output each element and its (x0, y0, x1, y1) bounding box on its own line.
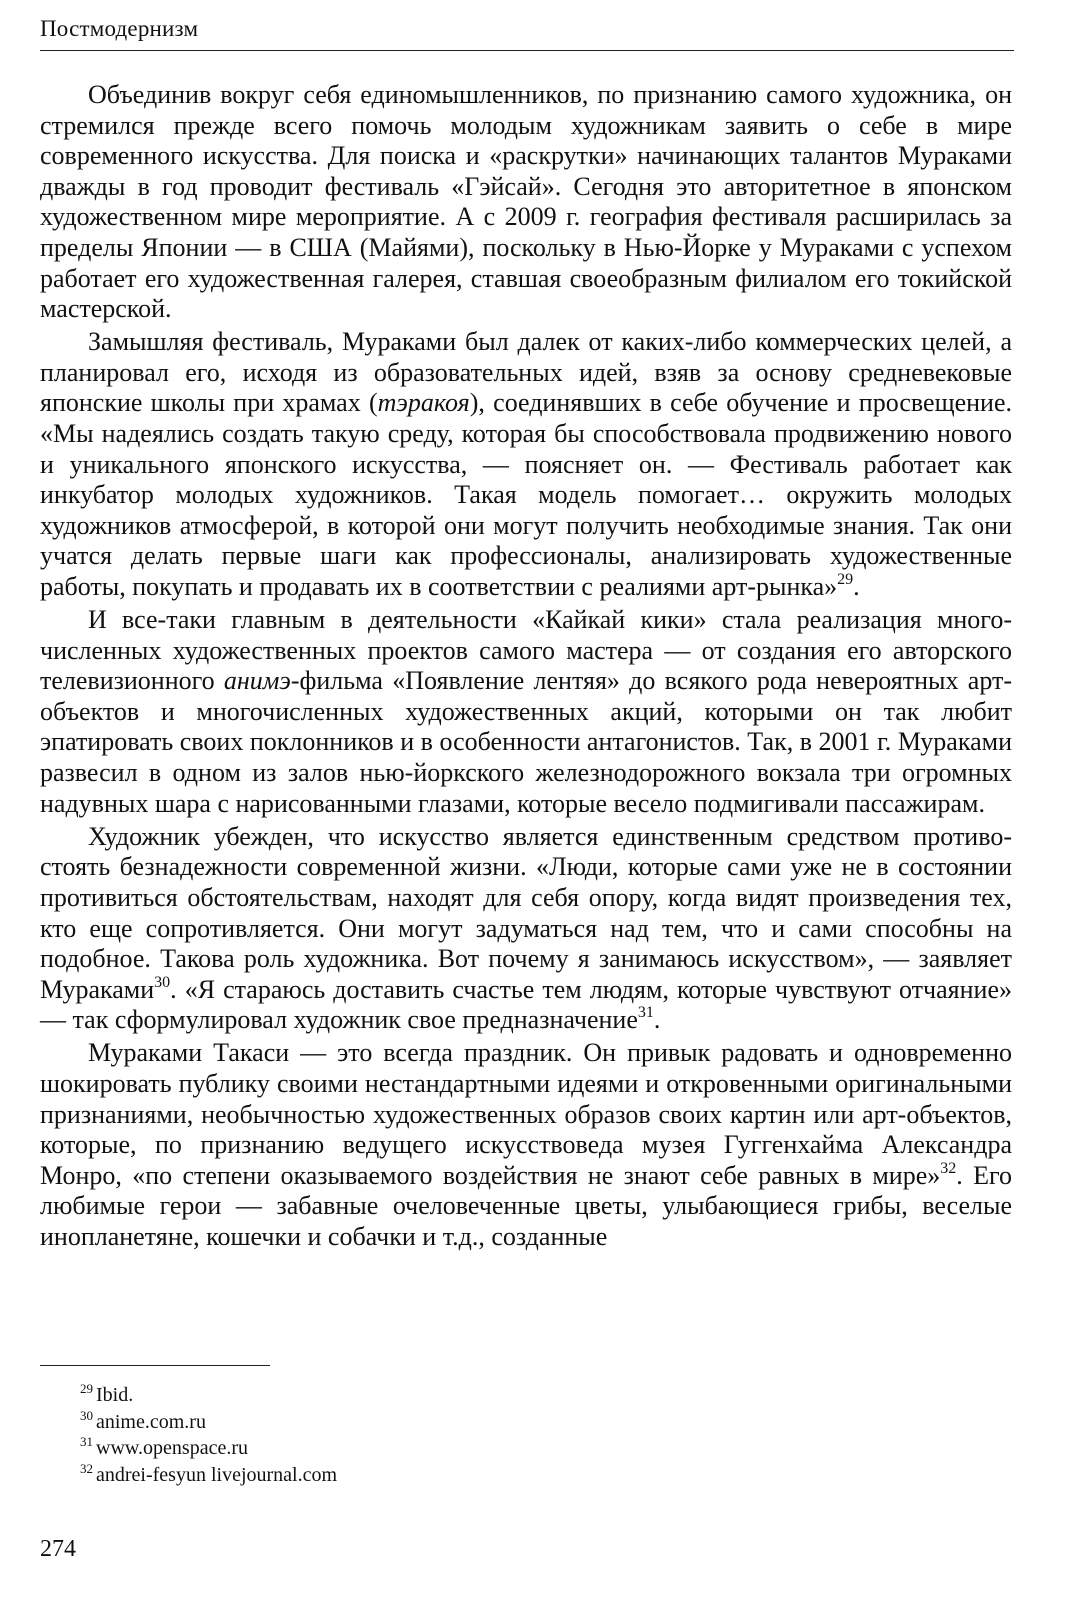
text-run: . (653, 1005, 661, 1035)
text-run: -фильма «Появление лентяя» до всякого рода невероятных арт-объектов и многочисленных художественных акций, которыми он так любит эпатировать своих поклонников и в особенности антагонистов. Так, в 2001 г. Мураками развесил в одном из залов нью-йоркского железнодорожного вокзала три огромных надувных шара с нарисованными глазами, которые весело подмигивали пассажирам. (40, 666, 1012, 818)
footnote-29 (80, 1382, 780, 1409)
footnote-reference: 30 (154, 973, 171, 991)
paragraph (40, 1038, 1012, 1252)
paragraph (40, 80, 1012, 325)
footnote-reference: 29 (837, 571, 854, 588)
text-run: Замышляя фестиваль, Мураками был далек от каких-либо коммерческих целей, а планировал его, исходя из образовательных идей, взяв за основу средневековые японские школы при храмах ( (40, 327, 1012, 418)
italic-term: тэракоя (377, 388, 470, 418)
footnote-text: Ibid. (96, 1384, 134, 1406)
text-run: И все-таки главным в деятельности «Кайкай кики» стала реализация многочисленных художественных проектов самого мастера — от создания его авторского телевизионного (40, 605, 1012, 696)
running-title: Постмодернизм (40, 16, 199, 41)
header-rule (40, 50, 1014, 51)
footnote-number: 32 (80, 1460, 93, 1476)
text-run: ), соединявших в себе обучение и просвещение. «Мы надеялись создать такую среду, которая бы способствовала продвижению нового и уникального японского искусства, — поясняет он. — Фестиваль работает как инкубатор молодых художников. Такая модель помогает… окружить молодых художников атмосферой, в которой они могут получить необходимые знания. Так они учатся делать первые шаги как профессионалы, анализировать художественные работы, покупать и продавать их в соответствии с реалиями арт-рынка» (40, 388, 1013, 601)
text-run: Художник убежден, что искусство является единственным средством противостоять безнадежности современной жизни. «Люди, которые сами уже не в состоянии противиться обстоятельствам, находят для себя опору, когда видят произведения тех, кто еще сопротивляется. Они могут задуматься над тем, что и сами способны на подобное. Такова роль художника. Вот почему я занимаюсь искусством», — заявляет Мураками (40, 821, 1012, 1004)
footnote-text: anime.com.ru (96, 1410, 206, 1433)
italic-term: анимэ (223, 666, 291, 696)
footnote-reference: 31 (637, 1004, 654, 1022)
text-run: . Его любимые герои — забавные очеловеченные цветы, улыбающиеся грибы, веселые инопланетяне, кошечки и собачки и т.д., созданные (40, 1160, 1012, 1251)
footnote-number: 29 (80, 1381, 93, 1396)
paragraph (40, 822, 1012, 1036)
footnote-text: www.openspace.ru (96, 1437, 248, 1459)
footnote-separator (40, 1365, 270, 1366)
footnote-reference: 32 (940, 1159, 957, 1177)
footnote-30 (80, 1409, 780, 1436)
text-run: . (853, 572, 860, 601)
page-number: 274 (40, 1536, 76, 1562)
paragraph (40, 327, 1012, 602)
footnote-text: andrei-fesyun livejournal.com (96, 1463, 338, 1486)
text-run: . «Я стараюсь доставить счастье тем людям, которые чувствуют отчаяние» — так сформулировал художник свое предназначение (40, 974, 1012, 1035)
footnote-number: 30 (80, 1407, 93, 1423)
footnotes (80, 1382, 780, 1488)
paragraph (40, 605, 1012, 819)
footnote-number: 31 (80, 1434, 93, 1449)
footnote-31 (80, 1435, 780, 1462)
text-run: Мураками Такаси — это всегда праздник. Он привык радовать и одновременно шокировать публику своими нестандартными идеями и откровенными оригинальными признаниями, необычностью художественных образов своих картин или арт-объектов, которые, по признанию ведущего искусствоведа музея Гуггенхайма Александра Монро, «по степени оказываемого воздействия не знают себе равных в мире» (40, 1038, 1012, 1190)
text-run: Объединив вокруг себя единомышленников, по признанию самого художника, он стремился прежде всего помочь молодым художникам заявить о себе в мире современного искусства. Для поиска и «раскрутки» начинающих талантов Мураками дважды в год проводит фестиваль «Гэйсай». Сегодня это авторитетное в японском художественном мире мероприятие. А с 2009 г. география фестиваля расширилась за пределы Японии — в США (Майями), поскольку в Нью-Йорке у Мураками с успехом работает его художественная галерея, ставшая своеобразным филиалом его токийской мастерской. (40, 80, 1012, 324)
footnote-32 (80, 1462, 780, 1489)
body-text (40, 80, 1012, 1255)
